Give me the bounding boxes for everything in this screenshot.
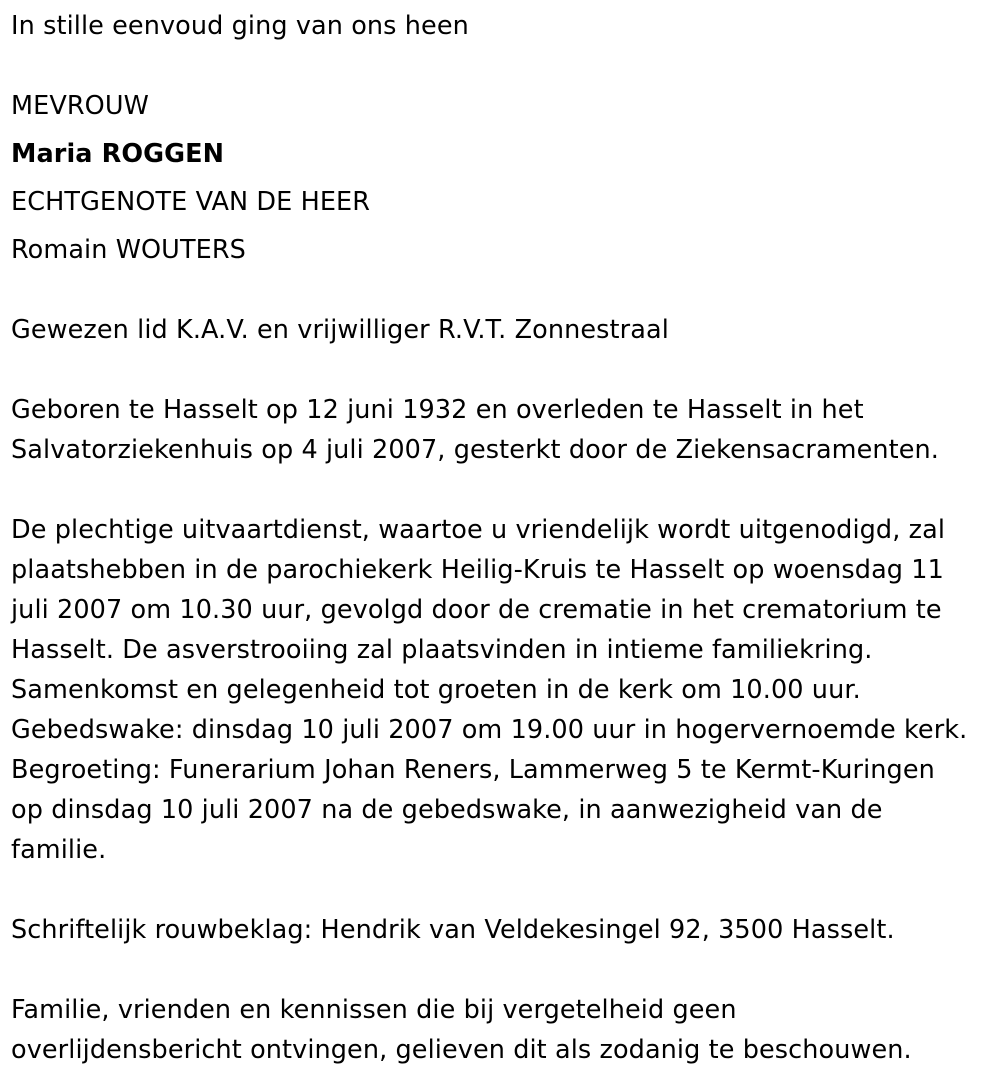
spouse-name: Romain WOUTERS bbox=[11, 235, 246, 265]
ceremony-line: familie. bbox=[11, 835, 107, 865]
birth-death-line: Salvatorziekenhuis op 4 juli 2007, gesterkt door de Ziekensacramenten. bbox=[11, 435, 940, 465]
ceremony-line: Begroeting: Funerarium Johan Reners, Lammerweg 5 te Kermt-Kuringen bbox=[11, 755, 935, 785]
membership-line: Gewezen lid K.A.V. en vrijwilliger R.V.T. Zonnestraal bbox=[11, 315, 669, 345]
relation-line: ECHTGENOTE VAN DE HEER bbox=[11, 187, 371, 217]
ceremony-line: Samenkomst en gelegenheid tot groeten in de kerk om 10.00 uur. bbox=[11, 675, 861, 705]
title-line: MEVROUW bbox=[11, 91, 149, 121]
ceremony-line: Gebedswake: dinsdag 10 juli 2007 om 19.00 uur in hogervernoemde kerk. bbox=[11, 715, 968, 745]
ceremony-line: plaatshebben in de parochiekerk Heilig-Kruis te Hasselt op woensdag 11 bbox=[11, 555, 944, 585]
closing-line: Familie, vrienden en kennissen die bij vergetelheid geen bbox=[11, 995, 737, 1025]
ceremony-line: op dinsdag 10 juli 2007 na de gebedswake, in aanwezigheid van de bbox=[11, 795, 883, 825]
intro-line: In stille eenvoud ging van ons heen bbox=[11, 11, 469, 41]
closing-line: overlijdensbericht ontvingen, gelieven dit als zodanig te beschouwen. bbox=[11, 1035, 912, 1065]
condolences-line: Schriftelijk rouwbeklag: Hendrik van Veldekesingel 92, 3500 Hasselt. bbox=[11, 915, 895, 945]
ceremony-line: De plechtige uitvaartdienst, waartoe u vriendelijk wordt uitgenodigd, zal bbox=[11, 515, 946, 545]
deceased-name: Maria ROGGEN bbox=[11, 139, 225, 169]
ceremony-line: Hasselt. De asverstrooiing zal plaatsvinden in intieme familiekring. bbox=[11, 635, 873, 665]
birth-death-line: Geboren te Hasselt op 12 juni 1932 en overleden te Hasselt in het bbox=[11, 395, 864, 425]
ceremony-line: juli 2007 om 10.30 uur, gevolgd door de crematie in het crematorium te bbox=[11, 595, 942, 625]
